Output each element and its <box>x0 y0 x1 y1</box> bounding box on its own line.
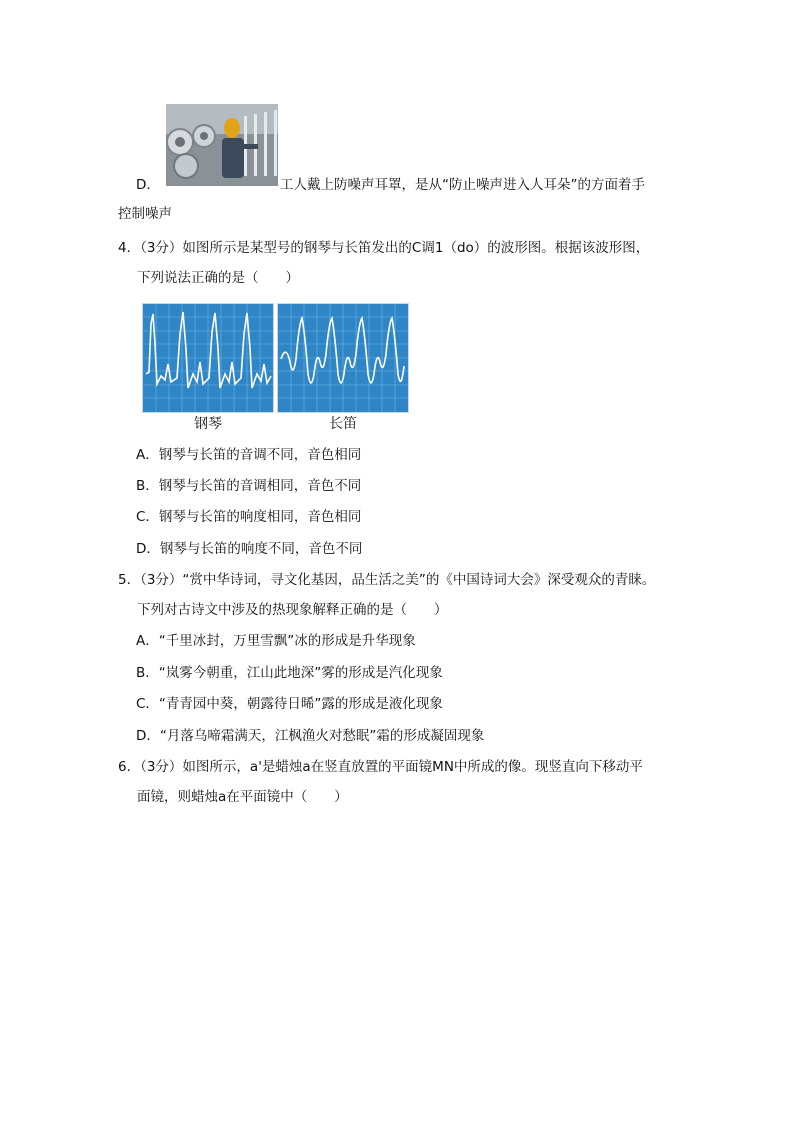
q4-option-b: B．钢琴与长笛的音调相同，音色不同 <box>136 478 362 494</box>
q5-option-a: A．“千里冰封，万里雪飘”冰的形成是升华现象 <box>136 633 416 649</box>
q4-stem-line2: 下列说法正确的是（ ） <box>137 270 299 286</box>
q5-option-b: B．“岚雾今朝重，江山此地深”雾的形成是汽化现象 <box>136 665 443 681</box>
q6-stem-line1: 6．（3分）如图所示，a'是蜡烛a在竖直放置的平面镜MN中所成的像。现竖直向下移动平 <box>118 759 643 775</box>
q5-stem-line2: 下列对古诗文中涉及的热现象解释正确的是（ ） <box>137 602 448 618</box>
worker-earmuff-photo <box>166 104 278 186</box>
q3-option-d-text: 工人戴上防噪声耳罩，是从“防止噪声进入人耳朵”的方面着手 <box>280 177 645 193</box>
q3-option-d-continuation: 控制噪声 <box>118 206 172 222</box>
flute-caption: 长笛 <box>329 416 357 432</box>
q4-option-c: C．钢琴与长笛的响度相同，音色相同 <box>136 509 362 525</box>
q4-option-d: D．钢琴与长笛的响度不同，音色不同 <box>136 541 363 557</box>
q5-option-c: C．“青青园中葵，朝露待日晞”露的形成是液化现象 <box>136 696 443 712</box>
q3-option-d-label: D． <box>136 177 160 193</box>
q5-stem-line1: 5．（3分）“赏中华诗词，寻文化基因，品生活之美”的《中国诗词大会》深受观众的青睐。 <box>118 572 656 588</box>
q4-option-a: A．钢琴与长笛的音调不同，音色相同 <box>136 447 362 463</box>
q4-stem-line1: 4．（3分）如图所示是某型号的钢琴与长笛发出的C调1（do）的波形图。根据该波形图， <box>118 240 650 256</box>
flute-waveform-panel <box>277 303 409 413</box>
piano-waveform-panel <box>142 303 274 413</box>
q6-stem-line2: 面镜，则蜡烛a在平面镜中（ ） <box>137 789 348 805</box>
piano-caption: 钢琴 <box>194 416 222 432</box>
q5-option-d: D．“月落乌啼霜满天，江枫渔火对愁眠”霜的形成凝固现象 <box>136 728 485 744</box>
